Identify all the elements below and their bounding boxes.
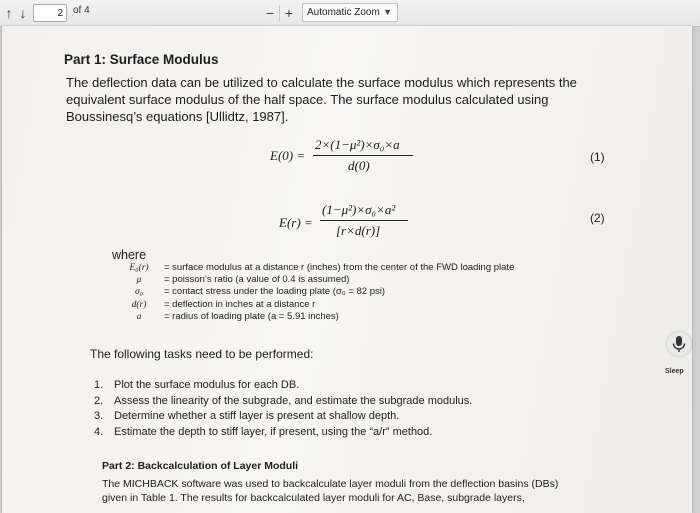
zoom-out-button[interactable]	[262, 3, 278, 23]
task-text: Plot the surface modulus for each DB.	[114, 379, 300, 391]
definition-row	[114, 299, 514, 311]
pdf-toolbar	[0, 0, 700, 27]
zoom-value: Automatic Zoom	[307, 7, 380, 18]
plus-icon: +	[284, 5, 294, 21]
equation-2-number: (2)	[590, 211, 605, 225]
page-count-label: of 4	[73, 5, 90, 16]
definition-text: = surface modulus at a distance r (inches) from the center of the FWD loading plate	[164, 262, 515, 273]
document-content	[2, 26, 692, 513]
arrow-up-icon: ↑	[5, 5, 13, 21]
equation-2-numerator: (1−μ²)×σ₀×a²	[322, 202, 396, 217]
equation-2-lhs: E(r) =	[279, 215, 313, 230]
task-text: Estimate the depth to stiff layer, if present, using the “a/r” method.	[114, 425, 433, 438]
zoom-in-button[interactable]	[281, 3, 297, 23]
definition-text: = deflection in inches at a distance r	[164, 298, 316, 310]
definition-symbol: μ	[136, 275, 142, 286]
definition-row	[114, 262, 514, 274]
equation-1-lhs: E(0) =	[270, 148, 306, 163]
task-number: 3.	[94, 410, 104, 422]
microphone-button[interactable]	[667, 332, 691, 356]
task-text: Determine whether a stiff layer is present at shallow depth.	[114, 410, 400, 422]
equation-1-denominator: d(0)	[348, 158, 370, 173]
definition-symbol: d(r)	[131, 299, 147, 310]
arrow-down-icon: ↓	[19, 5, 27, 21]
task-item	[94, 378, 472, 394]
definition-row	[114, 286, 514, 298]
definition-text: = contact stress under the loading plate (σ₀ = 82 psi)	[164, 286, 386, 298]
intro-paragraph: The deflection data can be utilized to calculate the surface modulus which represents the equivalent surface modulus of the half space. The surface modulus calculated using Boussinesq’s equations [Ullidtz, 1987].	[66, 75, 577, 124]
equation-1-fraction-bar	[313, 155, 413, 156]
task-item	[94, 425, 472, 441]
tasks-list	[94, 378, 472, 440]
definitions-list	[114, 262, 514, 323]
task-text: Assess the linearity of the subgrade, and estimate the subgrade modulus.	[114, 394, 473, 407]
task-number: 1.	[94, 379, 104, 391]
part2-heading: Part 2: Backcalculation of Layer Moduli	[102, 460, 299, 472]
task-number: 4.	[94, 425, 104, 438]
minus-icon: −	[265, 5, 275, 21]
definition-symbol: σ₀	[135, 287, 143, 298]
document-page	[2, 26, 692, 513]
tasks-intro: The following tasks need to be performed:	[90, 347, 314, 361]
previous-page-button[interactable]	[2, 3, 16, 23]
sleep-label: Sleep	[665, 368, 684, 375]
definition-text: = poisson’s ratio (a value of 0.4 is assumed)	[164, 274, 350, 286]
equation-1-numerator: 2×(1−μ²)×σ₀×a	[315, 137, 400, 152]
task-number: 2.	[94, 394, 104, 407]
task-item	[94, 394, 472, 410]
page-number-input[interactable]: 2	[33, 4, 67, 22]
equation-1-number: (1)	[590, 150, 605, 164]
definition-symbol: a	[136, 311, 142, 322]
chevron-down-icon: ▼	[383, 7, 392, 17]
definition-symbol: E₀(r)	[129, 263, 149, 273]
task-item	[94, 409, 472, 425]
where-label: where	[112, 248, 147, 262]
definition-row	[114, 311, 514, 323]
toolbar-separator	[279, 5, 280, 21]
equation-2-fraction-bar	[320, 220, 408, 221]
definition-text: = radius of loading plate (a = 5.91 inches)	[164, 310, 339, 322]
part2-paragraph: The MICHBACK software was used to backcalculate layer moduli from the deflection basins (DBs) given in Table 1. The results for backcalculated layer moduli for AC, Base, subgrade layers,	[102, 478, 559, 504]
zoom-select[interactable]	[302, 3, 398, 22]
microphone-icon	[667, 332, 691, 356]
equation-2-denominator: [r×d(r)]	[336, 223, 381, 238]
definition-row	[114, 274, 514, 286]
part1-heading: Part 1: Surface Modulus	[64, 52, 219, 67]
next-page-button[interactable]	[16, 3, 30, 23]
